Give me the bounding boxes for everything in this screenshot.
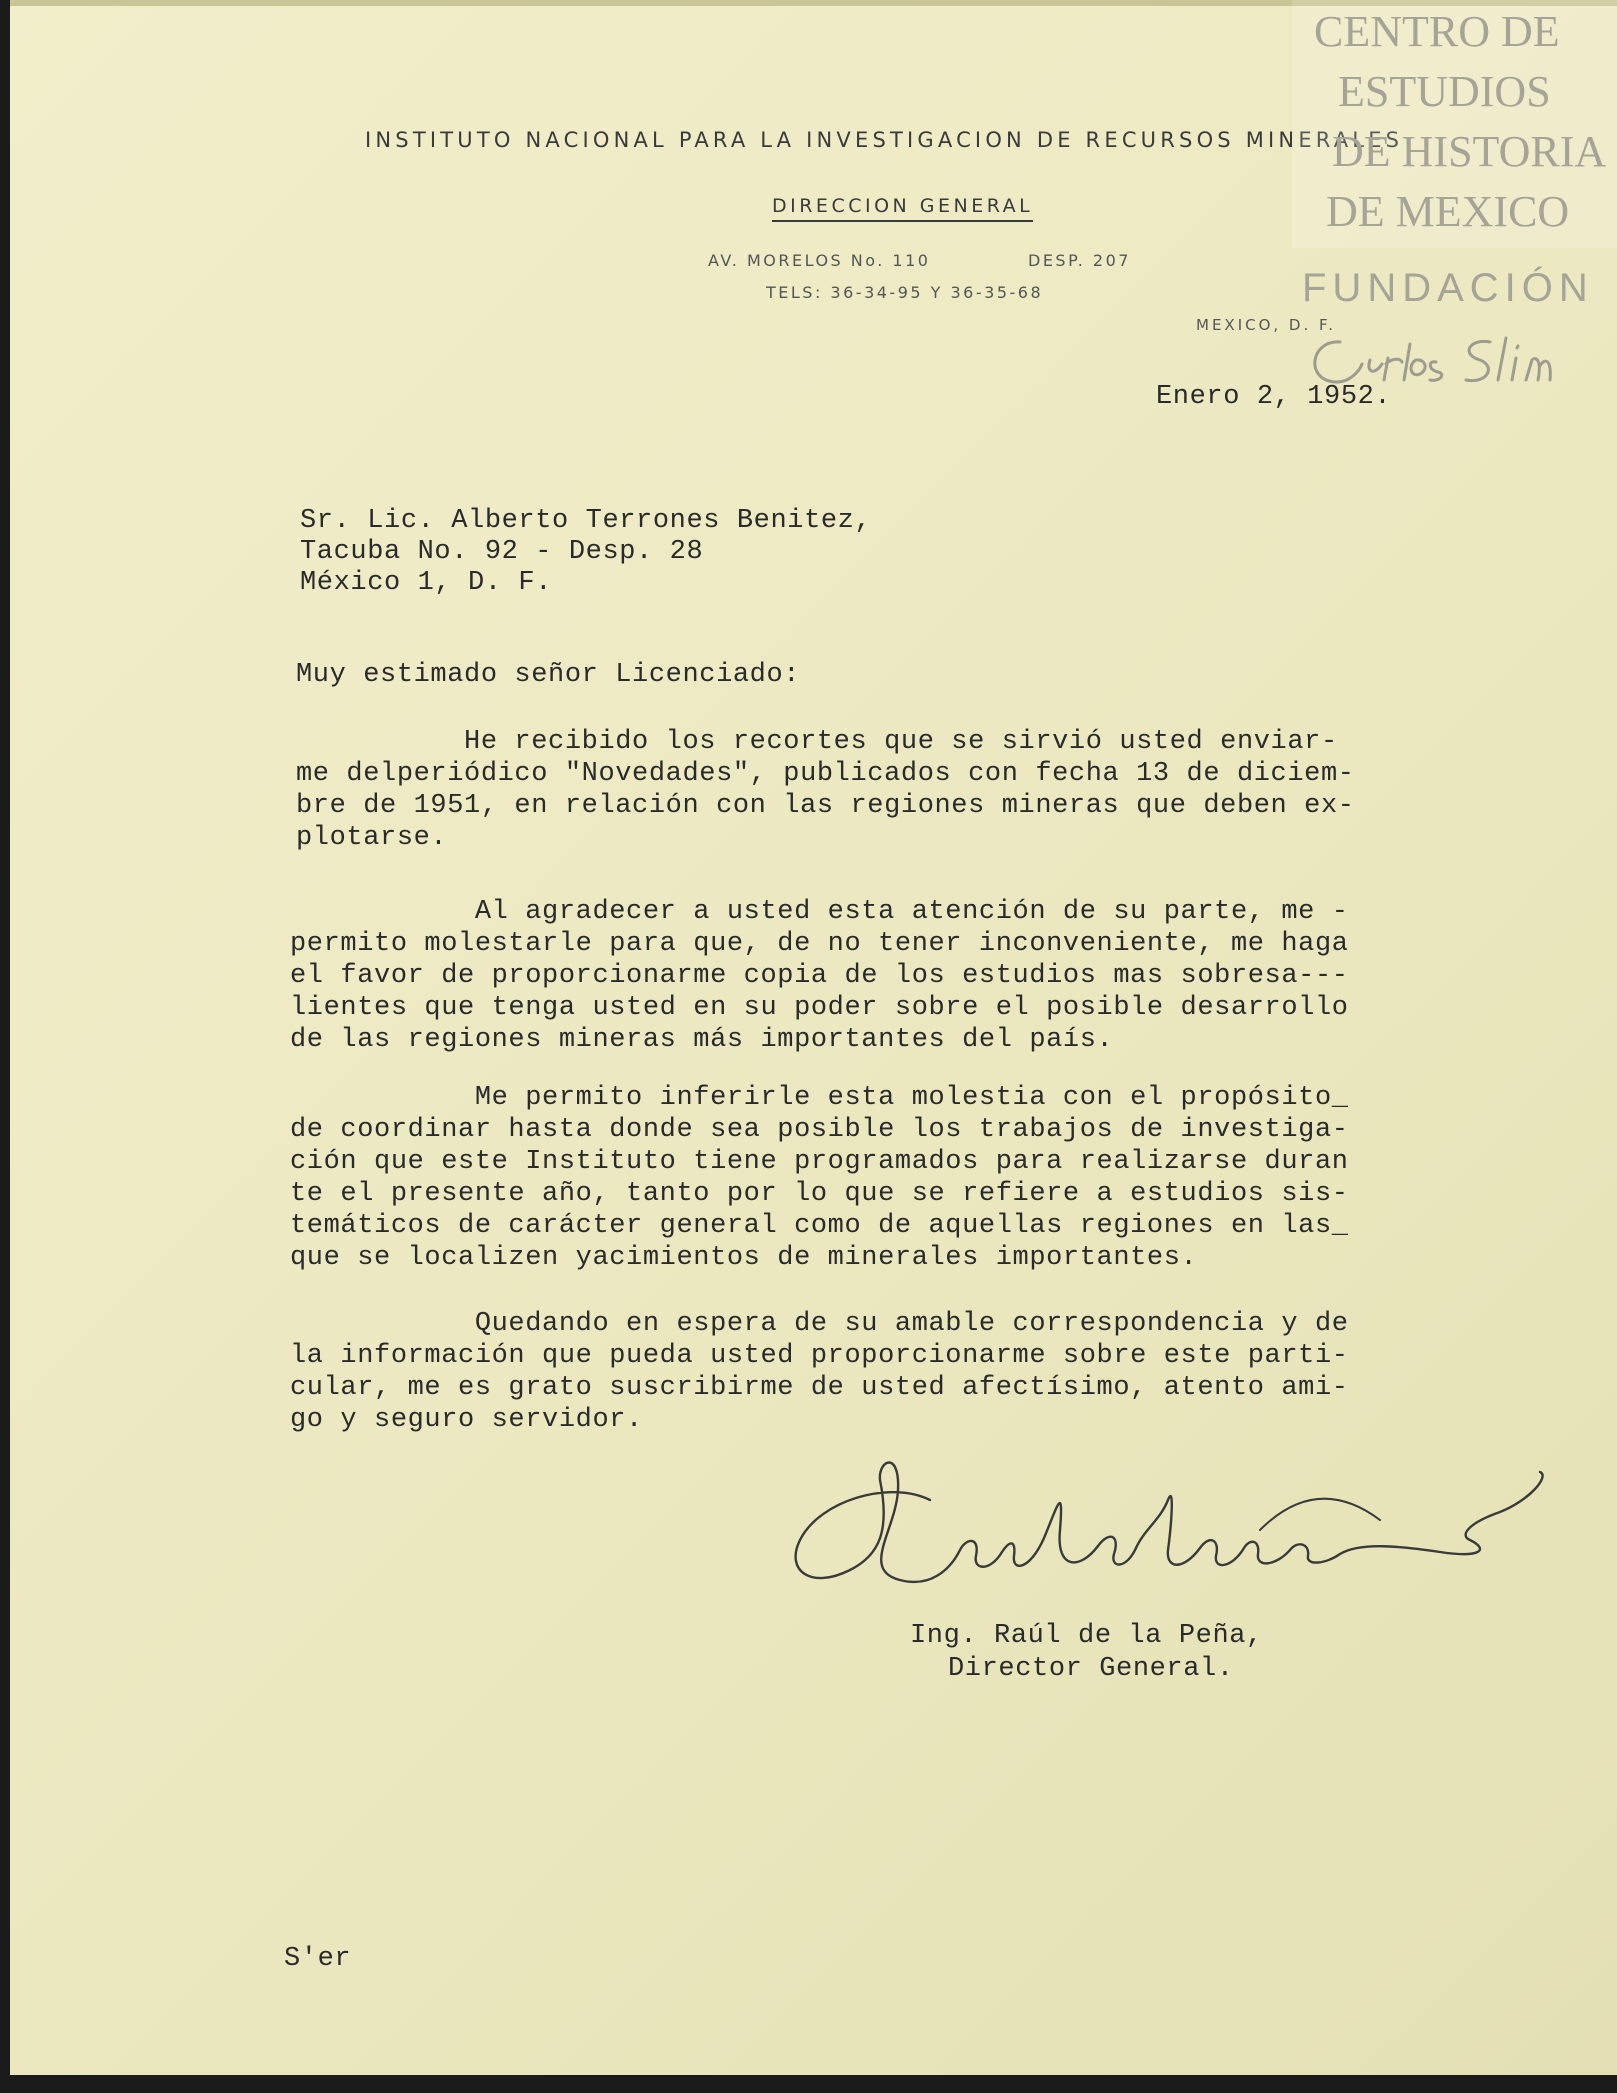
paragraph-1: He recibido los recortes que se sirvió usted enviar- me delperiódico "Novedades", publicados con fecha 13 de diciem- bre de 1951, en relación con las regiones mineras que deben ex- plotarse. <box>296 727 1355 853</box>
letterhead-phones: TELS: 36-34-95 Y 36-35-68 <box>766 283 1044 302</box>
paragraph-2: Al agradecer a usted esta atención de su parte, me - permito molestarle para que, de no tener inconveniente, me haga el favor de proporcionarme copia de los estudios mas sobresa--- lientes que tenga usted en su poder sobre el posible desarrollo de las regiones mineras más importantes del país. <box>290 897 1349 1055</box>
letterhead-office: DESP. 207 <box>1028 251 1131 270</box>
watermark-line-1: CENTRO DE <box>1314 7 1560 56</box>
watermark-line-3: DE HISTORIA <box>1332 127 1607 176</box>
watermark-line-5: FUNDACIÓN <box>1302 266 1594 310</box>
recipient-line-2: Tacuba No. 92 - Desp. 28 <box>300 537 704 567</box>
signer-title: Director General. <box>948 1654 1234 1684</box>
recipient-line-3: México 1, D. F. <box>300 568 553 598</box>
signer-name: Ing. Raúl de la Peña, <box>910 1621 1263 1651</box>
letterhead-city: MEXICO, D. F. <box>1196 316 1337 334</box>
recipient-line-1: Sr. Lic. Alberto Terrones Benitez, <box>300 506 872 536</box>
paragraph-3: Me permito inferirle esta molestia con el propósito_ de coordinar hasta donde sea posible los trabajos de investiga- ción que este Instituto tiene programados para realizarse duran te el presente año, tanto por lo que se refiere a estudios sis- temáticos de carácter general como de aquellas regiones en las_ que se localizen yacimientos de minerales importantes. <box>290 1083 1349 1273</box>
letterhead-institute: INSTITUTO NACIONAL PARA LA INVESTIGACION DE RECURSOS MINERALES <box>365 128 1404 152</box>
watermark-line-2: ESTUDIOS <box>1338 67 1551 116</box>
letter-date: Enero 2, 1952. <box>1156 382 1392 412</box>
letterhead-address: AV. MORELOS No. 110 <box>708 251 931 270</box>
scan-bottom-edge <box>0 2075 1617 2093</box>
handwritten-signature-icon <box>780 1420 1560 1620</box>
paragraph-4: Quedando en espera de su amable correspondencia y de la información que pueda usted proporcionarme sobre este parti- cular, me es grato suscribirme de usted afectísimo, atento ami- go y seguro servidor. <box>290 1309 1349 1435</box>
scan-left-edge <box>0 0 10 2093</box>
typist-initials: S'er <box>284 1944 352 1974</box>
watermark-line-4: DE MEXICO <box>1326 187 1570 236</box>
letterhead-department: DIRECCION GENERAL <box>772 195 1033 222</box>
salutation: Muy estimado señor Licenciado: <box>296 660 801 690</box>
